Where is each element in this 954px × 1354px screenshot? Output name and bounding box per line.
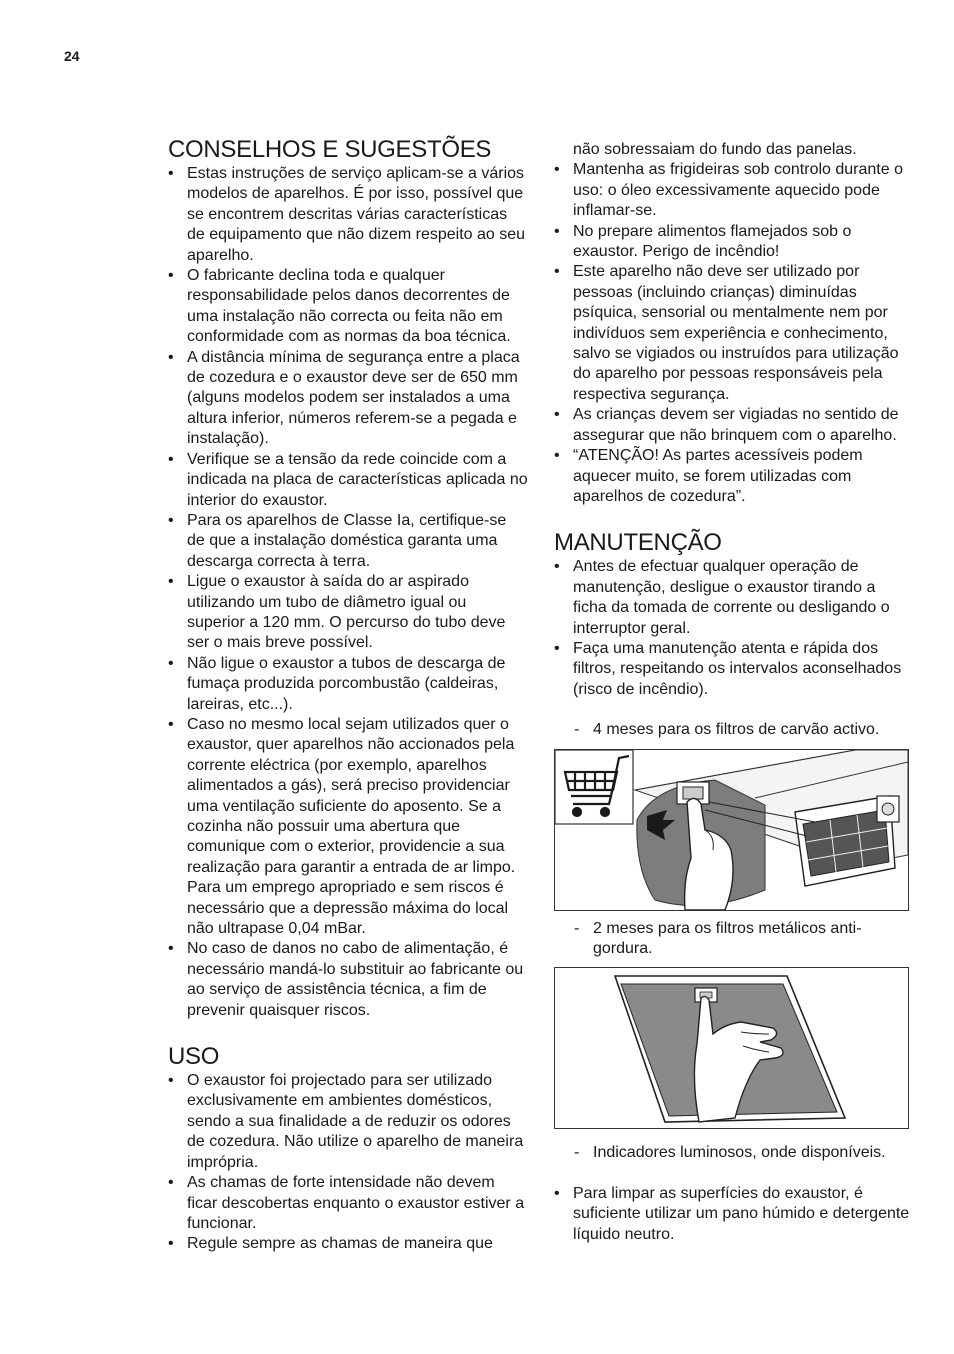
- list-item: • Este aparelho não deve ser utilizado por pessoas (incluindo crianças) diminuídas psíquica, sensorial ou mentalmente nem por indivíduos sem experiência e conhecimento, salvo se vigiados ou instruídos para utilização do aparelho por pessoas responsáveis pela respectiva segurança.: [554, 262, 910, 405]
- list-item: • As chamas de forte intensidade não devem ficar descobertas enquanto o exaustor estiver a funcionar.: [168, 1173, 528, 1234]
- list-item: • Verifique se a tensão da rede coincide com a indicada na placa de características aplicada no interior do exaustor.: [168, 450, 528, 511]
- left-column: [168, 136, 528, 1255]
- page-number: 24: [64, 48, 80, 64]
- list-item: • “ATENÇÃO! As partes acessíveis podem aquecer muito, se forem utilizadas com aparelhos de cozedura”.: [554, 446, 910, 507]
- grease-filter-illustration: [554, 967, 909, 1129]
- section-title-manutencao: MANUTENÇÃO: [554, 529, 722, 557]
- sub-item-lights: - Indicadores luminosos, onde disponíveis.: [554, 1143, 910, 1163]
- carbon-filter-illustration: [554, 749, 909, 911]
- list-item: • Ligue o exaustor à saída do ar aspirado utilizando um tubo de diâmetro igual ou superior a 120 mm. O percurso do tubo deve ser o mais breve possível.: [168, 572, 528, 654]
- list-item: • Faça uma manutenção atenta e rápida dos filtros, respeitando os intervalos aconselhados (risco de incêndio).: [554, 639, 910, 700]
- list-item: • Antes de efectuar qualquer operação de manutenção, desligue o exaustor tirando a ficha da tomada de corrente ou desligando o interruptor geral.: [554, 557, 910, 639]
- sub-item-carbon-filter: - 4 meses para os filtros de carvão activo.: [554, 720, 910, 740]
- list-item: • Caso no mesmo local sejam utilizados quer o exaustor, quer aparelhos não accionados pela corrente eléctrica (por exemplo, aparelhos alimentados a gás), será preciso providenciar uma ventilação suficiente do aposento. Se a cozinha não possuir uma abertura que comunique com o exterior, providencie a sua realização para garantir a entrada de ar limpo. Para um emprego apropriado e sem riscos é necessário que a depressão máxima do local não ultrapase 0,04 mBar.: [168, 715, 528, 939]
- section-title-uso: USO: [168, 1043, 220, 1071]
- list-item: • As crianças devem ser vigiadas no sentido de assegurar que não brinquem com o aparelho.: [554, 405, 910, 446]
- sub-item-grease-filter: - 2 meses para os filtros metálicos anti-gordura.: [554, 919, 910, 960]
- conselhos-list: [168, 164, 528, 1021]
- list-item: • A distância mínima de segurança entre a placa de cozedura e o exaustor deve ser de 650 mm (alguns modelos podem ser instalados a uma altura inferior, números referem-se a pegada e instalação).: [168, 348, 528, 450]
- list-item: • Para os aparelhos de Classe Ia, certifique-se de que a instalação doméstica garanta uma descarga correcta à terra.: [168, 511, 528, 572]
- manutencao-final-list: [554, 1184, 910, 1245]
- list-item: • Não ligue o exaustor a tubos de descarga de fumaça produzida porcombustão (caldeiras, lareiras, etc...).: [168, 654, 528, 715]
- list-item-continuation: não sobressaiam do fundo das panelas.: [573, 141, 857, 158]
- uso-list-continued: [554, 140, 910, 507]
- right-column: [554, 140, 910, 1245]
- list-item: • No prepare alimentos flamejados sob o exaustor. Perigo de incêndio!: [554, 222, 910, 263]
- list-item: • O fabricante declina toda e qualquer responsabilidade pelos danos decorrentes de uma instalação não correcta ou feita não em conformidade com as normas da boa técnica.: [168, 266, 528, 348]
- uso-list: [168, 1071, 528, 1255]
- list-item: • Regule sempre as chamas de maneira que: [168, 1234, 528, 1254]
- list-item: • Estas instruções de serviço aplicam-se a vários modelos de aparelhos. É por isso, possível que se encontrem descritas várias características de equipamento que não dizem respeito ao seu aparelho.: [168, 164, 528, 266]
- list-item: • No caso de danos no cabo de alimentação, é necessário mandá-lo substituir ao fabricante ou ao serviço de assistência técnica, a fim de prevenir quaisquer riscos.: [168, 939, 528, 1021]
- list-item: • O exaustor foi projectado para ser utilizado exclusivamente em ambientes domésticos, sendo a sua finalidade a de reduzir os odores de cozedura. Não utilize o aparelho de maneira imprópria.: [168, 1071, 528, 1173]
- section-title-conselhos: CONSELHOS E SUGESTÕES: [168, 136, 492, 163]
- list-item: • Mantenha as frigideiras sob controlo durante o uso: o óleo excessivamente aquecido pode inflamar-se.: [554, 160, 910, 221]
- list-item: • Para limpar as superfícies do exaustor, é suficiente utilizar um pano húmido e detergente líquido neutro.: [554, 1184, 910, 1245]
- manutencao-list: [554, 557, 910, 700]
